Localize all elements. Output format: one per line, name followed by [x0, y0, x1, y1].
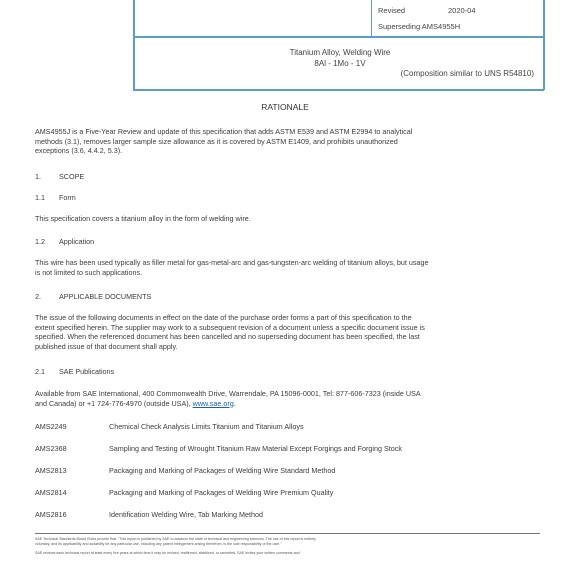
- document-title: Sampling and Testing of Wrought Titanium Raw Material Except Forgings and Forging Stock: [109, 444, 402, 453]
- paragraph-line: [35, 399, 540, 409]
- spec-alloy: 8Al - 1Mo - 1V: [314, 58, 366, 68]
- revised-value: 2020-04: [448, 6, 476, 15]
- section-1-2-text: [35, 258, 540, 277]
- paragraph-line: Available from SAE International, 400 Commonwealth Drive, Warrendale, PA 15096-0001, Tel: 877-606-7323 (inside USA: [35, 389, 421, 398]
- footer-line: voluntary, and its applicability and suitability for any particular use, including any patent infringement arising therefrom, is the sole responsibility of the user.": [35, 542, 282, 546]
- section-number: 2.1: [35, 367, 45, 376]
- document-title: Chemical Check Analysis Limits Titanium and Titanium Alloys: [109, 422, 304, 431]
- section-number: 1.: [35, 172, 41, 181]
- document-title: Identification Welding Wire, Tab Marking Method: [109, 510, 263, 519]
- rationale-line: exceptions (3.6, 4.4.2, 5.3).: [35, 146, 123, 156]
- section-title: Application: [59, 237, 95, 246]
- section-title: APPLICABLE DOCUMENTS: [59, 292, 152, 301]
- paragraph-line: The issue of the following documents in effect on the date of the purchase order forms a part of this specification to the: [35, 313, 412, 322]
- section-2-1-text: [35, 389, 540, 408]
- revised-row: [378, 6, 538, 16]
- paragraph-line: is not limited to such applications.: [35, 267, 143, 277]
- rationale-line: methods (3.1), removes larger sample size allowance as it is covered by ASTM E1409, and prohibits unauthorized: [35, 136, 398, 146]
- section-title: SAE Publications: [59, 367, 115, 376]
- paragraph-line: specified. When the referenced document has been cancelled and no superseding document has been specified, the last: [35, 332, 420, 342]
- spec-title: Titanium Alloy, Welding Wire: [289, 48, 391, 57]
- section-number: 2.: [35, 292, 41, 301]
- rationale-line: AMS4955J is a Five-Year Review and update of this specification that adds ASTM E539 and ASTM E2994 to analytical: [35, 127, 413, 136]
- superseding-row: [378, 22, 538, 32]
- section-title: Form: [59, 193, 76, 202]
- revised-label: Revised: [378, 6, 406, 15]
- footer-line: SAE Technical Standards Board Rules provide that: "This report is published by SAE to advance the state of technical and engineering sciences. The use of this report is entirely: [35, 537, 316, 541]
- paragraph-line: published issue of that document shall apply.: [35, 341, 178, 351]
- paragraph-line: extent specified herein. The supplier may work to a subsequent revision of a document unless a specific document issue is: [35, 322, 425, 332]
- document-id: AMS2814: [35, 488, 67, 497]
- rationale-paragraph: [35, 127, 540, 156]
- document-title: Packaging and Marking of Packages of Welding Wire Premium Quality: [109, 488, 334, 497]
- sae-website-link[interactable]: www.sae.org: [192, 398, 234, 408]
- section-2-text: [35, 313, 540, 351]
- footer-notice: [35, 537, 540, 556]
- spec-title-block: [140, 48, 540, 80]
- header-box-divider: [133, 36, 544, 38]
- document-id: AMS2813: [35, 466, 67, 475]
- paragraph-line: This wire has been used typically as filler metal for gas-metal-arc and gas-tungsten-arc welding of titanium alloys, but usage: [35, 258, 429, 267]
- document-title: Packaging and Marking of Packages of Welding Wire Standard Method: [109, 466, 336, 475]
- footer-divider: [35, 533, 540, 534]
- header-box-left-border: [133, 0, 135, 90]
- section-number: 1.1: [35, 193, 45, 202]
- document-id: AMS2816: [35, 510, 67, 519]
- header-box-right-border: [543, 0, 545, 90]
- spec-composition: (Composition similar to UNS R54810): [400, 69, 534, 78]
- header-box-bottom-border: [133, 89, 544, 91]
- paragraph-line-start: and Canada) or +1 724-776-4970 (outside USA),: [35, 398, 191, 408]
- footer-line: SAE reviews each technical report at least every five years at which time it may be revised, reaffirmed, stabilized, or cancelled. SAE invites your written comments and: [35, 551, 300, 555]
- rationale-heading: RATIONALE: [261, 102, 309, 112]
- superseding-label: Superseding AMS4955H: [378, 22, 461, 31]
- section-1-1-text: This specification covers a titanium alloy in the form of welding wire.: [35, 214, 251, 223]
- section-number: 1.2: [35, 237, 45, 246]
- header-meta-divider: [371, 0, 372, 37]
- section-title: SCOPE: [59, 172, 85, 181]
- document-id: AMS2249: [35, 422, 67, 431]
- paragraph-line-end: .: [233, 398, 236, 408]
- document-id: AMS2368: [35, 444, 67, 453]
